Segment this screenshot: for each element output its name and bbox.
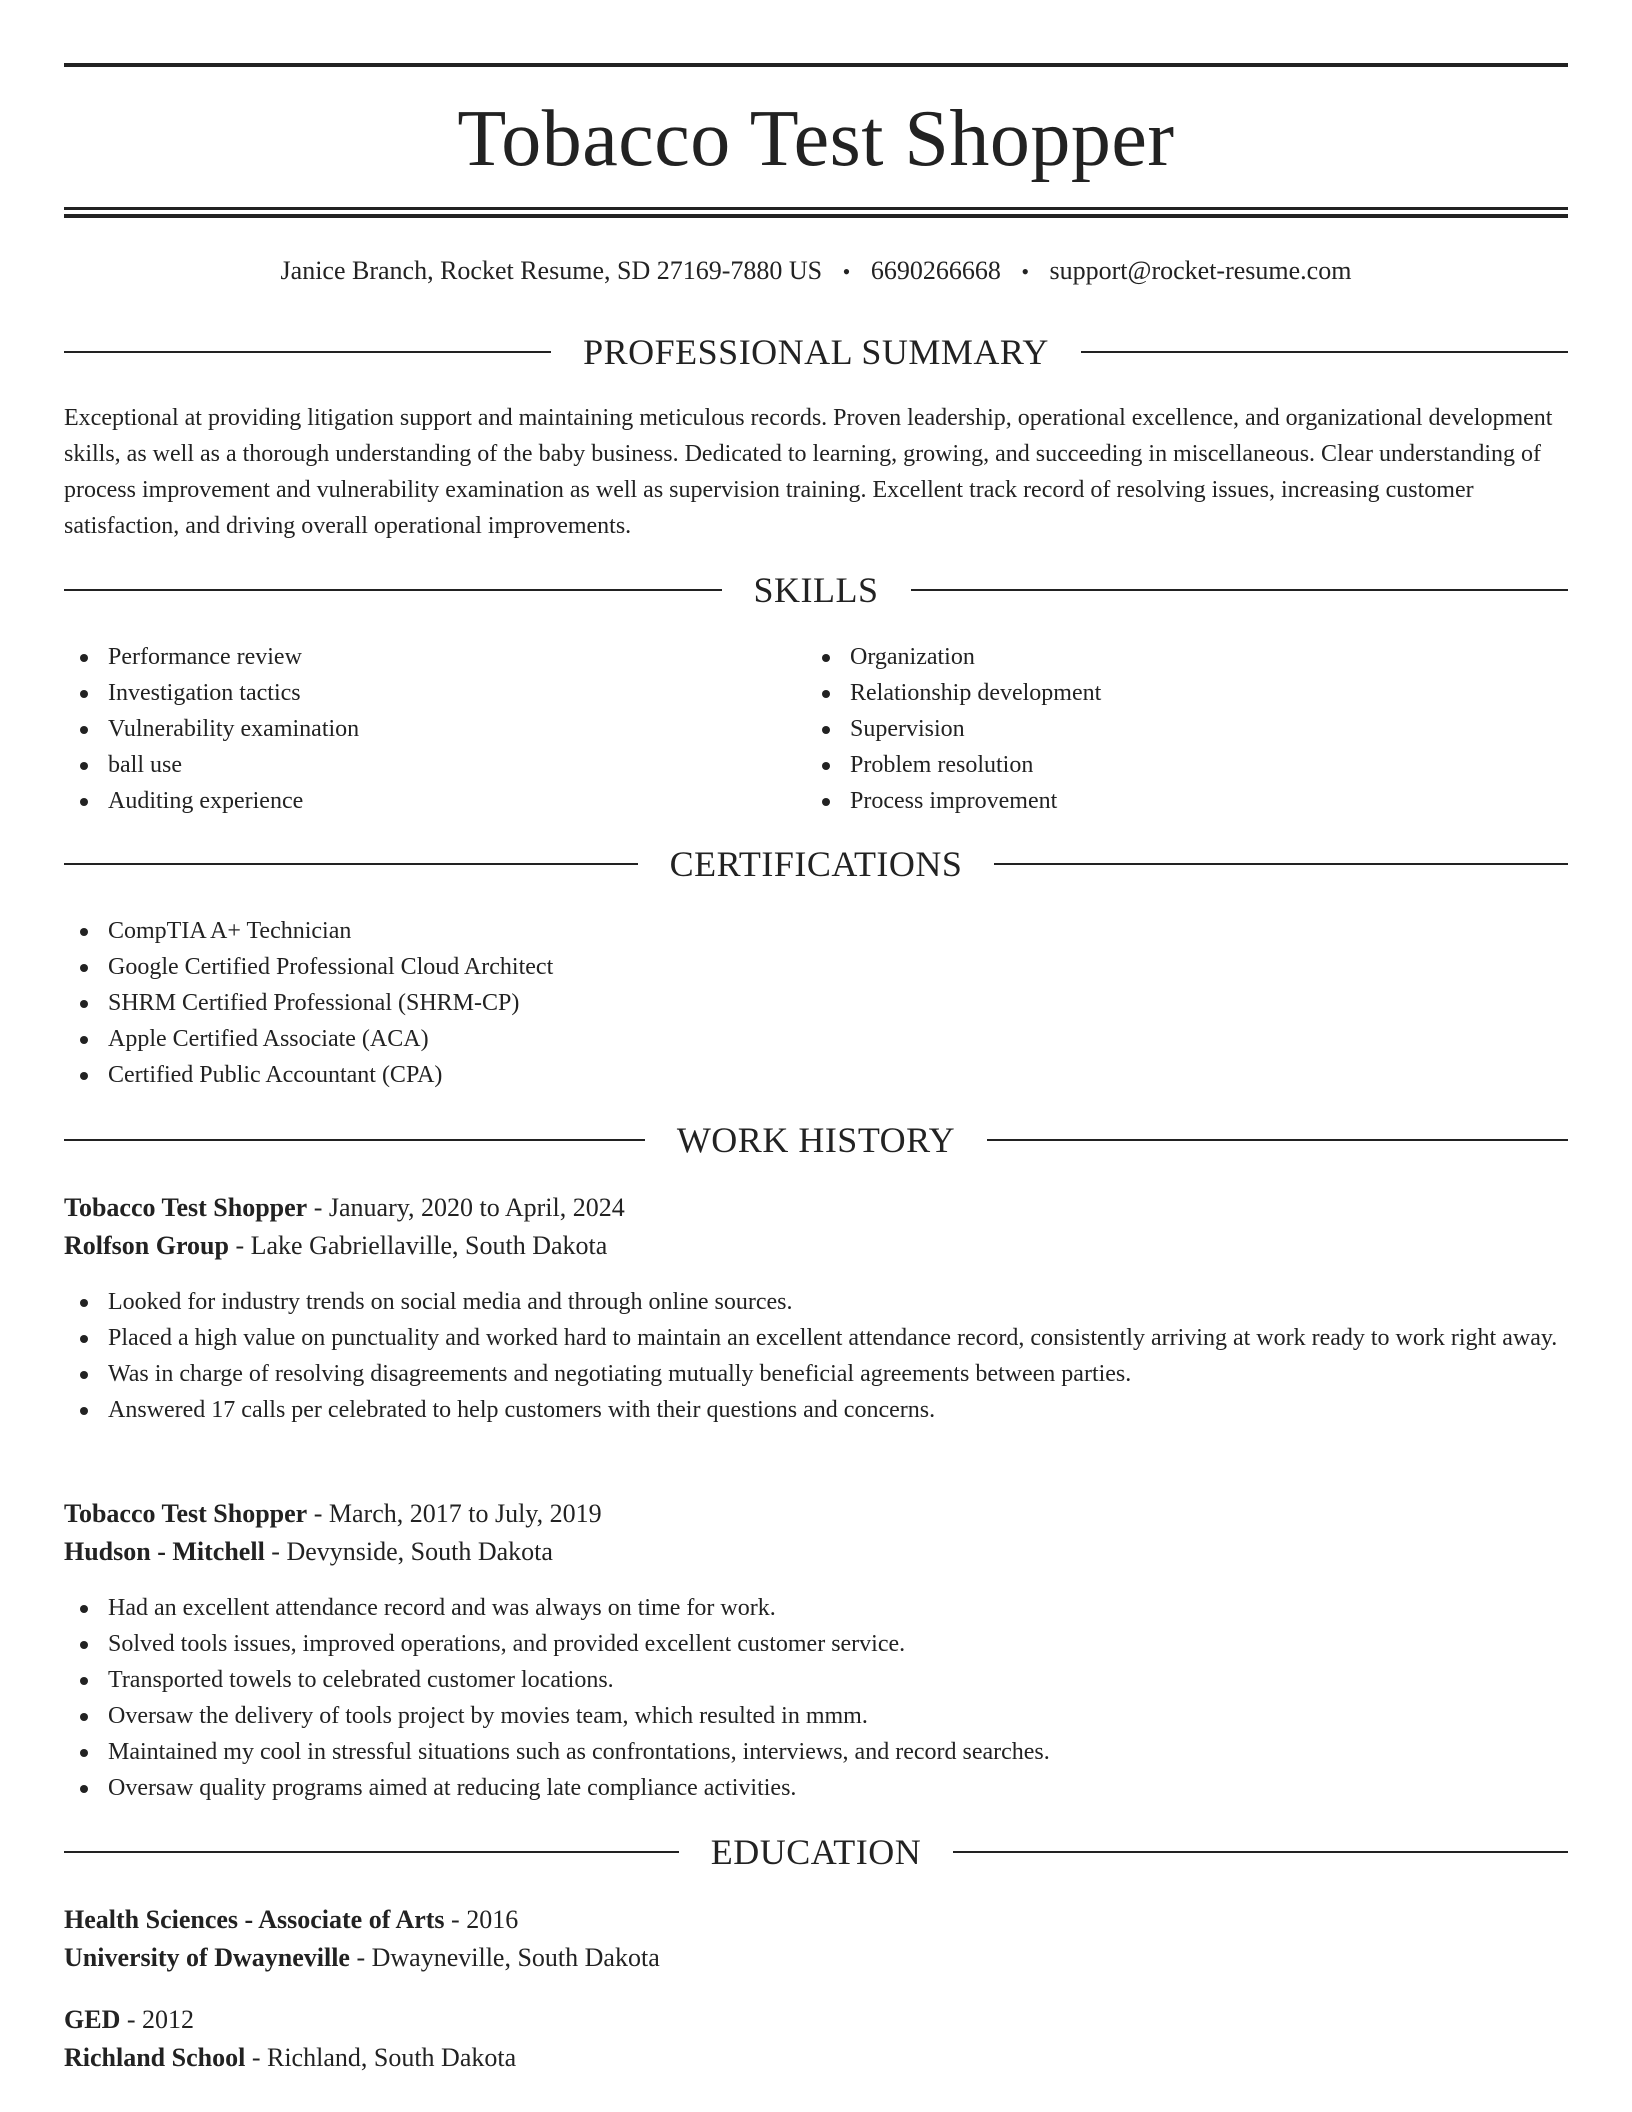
certification-item: Apple Certified Associate (ACA) — [64, 1021, 1464, 1057]
heading-rule — [1081, 351, 1568, 353]
education-degree: Health Sciences - Associate of Arts — [64, 1905, 445, 1934]
education-location: - Richland, South Dakota — [245, 2043, 517, 2072]
job-company: Hudson - Mitchell — [64, 1537, 265, 1566]
job-duty-item: Solved tools issues, improved operations, and provided excellent customer service. — [64, 1626, 1568, 1662]
skill-item: Performance review — [64, 639, 764, 675]
job-header — [64, 1189, 625, 1265]
skills-list-left — [64, 639, 764, 819]
job-duty-item: Was in charge of resolving disagreements and negotiating mutually beneficial agreements between parties. — [64, 1356, 1568, 1392]
education-year: - 2016 — [444, 1905, 519, 1934]
job-title-line — [64, 1189, 625, 1227]
section-title: PROFESSIONAL SUMMARY — [583, 332, 1049, 372]
education-entry — [64, 1901, 660, 1977]
contact-email: support@rocket-resume.com — [1049, 256, 1352, 285]
job-company-line — [64, 1227, 625, 1265]
contact-phone: 6690266668 — [870, 256, 1001, 285]
skill-item: Vulnerability examination — [64, 711, 764, 747]
job-duty-item: Maintained my cool in stressful situations such as confrontations, interviews, and record searches. — [64, 1734, 1568, 1770]
job-company: Rolfson Group — [64, 1231, 229, 1260]
education-school: Richland School — [64, 2043, 246, 2072]
education-degree-line — [64, 1901, 660, 1939]
education-school-line — [64, 1939, 660, 1977]
double-rule — [64, 207, 1568, 218]
heading-rule — [987, 1139, 1568, 1141]
top-rule — [64, 63, 1568, 67]
job-duty-item: Had an excellent attendance record and was always on time for work. — [64, 1590, 1568, 1626]
heading-rule — [64, 1139, 645, 1141]
job-duties-list — [64, 1590, 1568, 1806]
resume-name: Tobacco Test Shopper — [457, 95, 1175, 183]
education-school-line — [64, 2039, 516, 2077]
job-company-line — [64, 1533, 602, 1571]
certification-item: CompTIA A+ Technician — [64, 913, 1464, 949]
skill-item: Supervision — [806, 711, 1506, 747]
heading-rule — [64, 351, 551, 353]
job-title: Tobacco Test Shopper — [64, 1499, 308, 1528]
education-entry — [64, 2001, 516, 2077]
heading-rule — [953, 1851, 1568, 1853]
section-heading-certifications — [64, 842, 1568, 886]
section-heading-skills — [64, 568, 1568, 612]
job-location: - Devynside, South Dakota — [264, 1537, 553, 1566]
heading-rule — [64, 589, 722, 591]
contact-line — [64, 254, 1568, 289]
skill-item: Relationship development — [806, 675, 1506, 711]
job-duty-item: Placed a high value on punctuality and worked hard to maintain an excellent attendance record, consistently arriving at work ready to work right away. — [64, 1320, 1568, 1356]
education-degree-line — [64, 2001, 516, 2039]
heading-rule — [64, 863, 638, 865]
contact-address: Janice Branch, Rocket Resume, SD 27169-7880 US — [280, 256, 823, 285]
heading-rule — [994, 863, 1568, 865]
contact-separator: • — [1021, 259, 1030, 284]
job-location: - Lake Gabriellaville, South Dakota — [228, 1231, 608, 1260]
section-heading-education — [64, 1830, 1568, 1874]
section-title: SKILLS — [753, 570, 879, 610]
certification-item: Certified Public Accountant (CPA) — [64, 1057, 1464, 1093]
education-school: University of Dwayneville — [64, 1943, 350, 1972]
job-title: Tobacco Test Shopper — [64, 1193, 308, 1222]
heading-rule — [911, 589, 1569, 591]
job-title-line — [64, 1495, 602, 1533]
certifications-list — [64, 913, 1464, 1093]
heading-rule — [64, 1851, 679, 1853]
skill-item: Investigation tactics — [64, 675, 764, 711]
job-duties-list — [64, 1284, 1568, 1428]
job-header — [64, 1495, 602, 1571]
job-dates: - January, 2020 to April, 2024 — [307, 1193, 625, 1222]
section-heading-summary — [64, 330, 1568, 374]
job-duty-item: Oversaw the delivery of tools project by movies team, which resulted in mmm. — [64, 1698, 1568, 1734]
education-location: - Dwayneville, South Dakota — [349, 1943, 660, 1972]
section-title: EDUCATION — [710, 1832, 922, 1872]
section-title: WORK HISTORY — [676, 1120, 956, 1160]
skill-item: Auditing experience — [64, 783, 764, 819]
skill-item: Process improvement — [806, 783, 1506, 819]
job-duty-item: Oversaw quality programs aimed at reducing late compliance activities. — [64, 1770, 1568, 1806]
skill-item: ball use — [64, 747, 764, 783]
certification-item: Google Certified Professional Cloud Architect — [64, 949, 1464, 985]
section-heading-work — [64, 1118, 1568, 1162]
certification-item: SHRM Certified Professional (SHRM-CP) — [64, 985, 1464, 1021]
job-dates: - March, 2017 to July, 2019 — [307, 1499, 602, 1528]
job-duty-item: Answered 17 calls per celebrated to help customers with their questions and concerns. — [64, 1392, 1568, 1428]
job-duty-item: Looked for industry trends on social media and through online sources. — [64, 1284, 1568, 1320]
summary-text: Exceptional at providing litigation support and maintaining meticulous records. Proven leadership, operational excellence, and organizational development skills, as well as a thorough understanding of the baby business. Dedicated to learning, growing, and succeeding in miscellaneous. Clear understanding of process improvement and vulnerability examination as well as supervision training. Excellent track record of resolving issues, increasing customer satisfaction, and driving overall operational improvements. — [64, 405, 1553, 539]
job-duty-item: Transported towels to celebrated customer locations. — [64, 1662, 1568, 1698]
skills-list-right — [806, 639, 1506, 819]
skill-item: Problem resolution — [806, 747, 1506, 783]
contact-separator: • — [842, 259, 851, 284]
education-year: - 2012 — [120, 2005, 195, 2034]
section-title: CERTIFICATIONS — [669, 844, 963, 884]
skill-item: Organization — [806, 639, 1506, 675]
education-degree: GED — [64, 2005, 121, 2034]
